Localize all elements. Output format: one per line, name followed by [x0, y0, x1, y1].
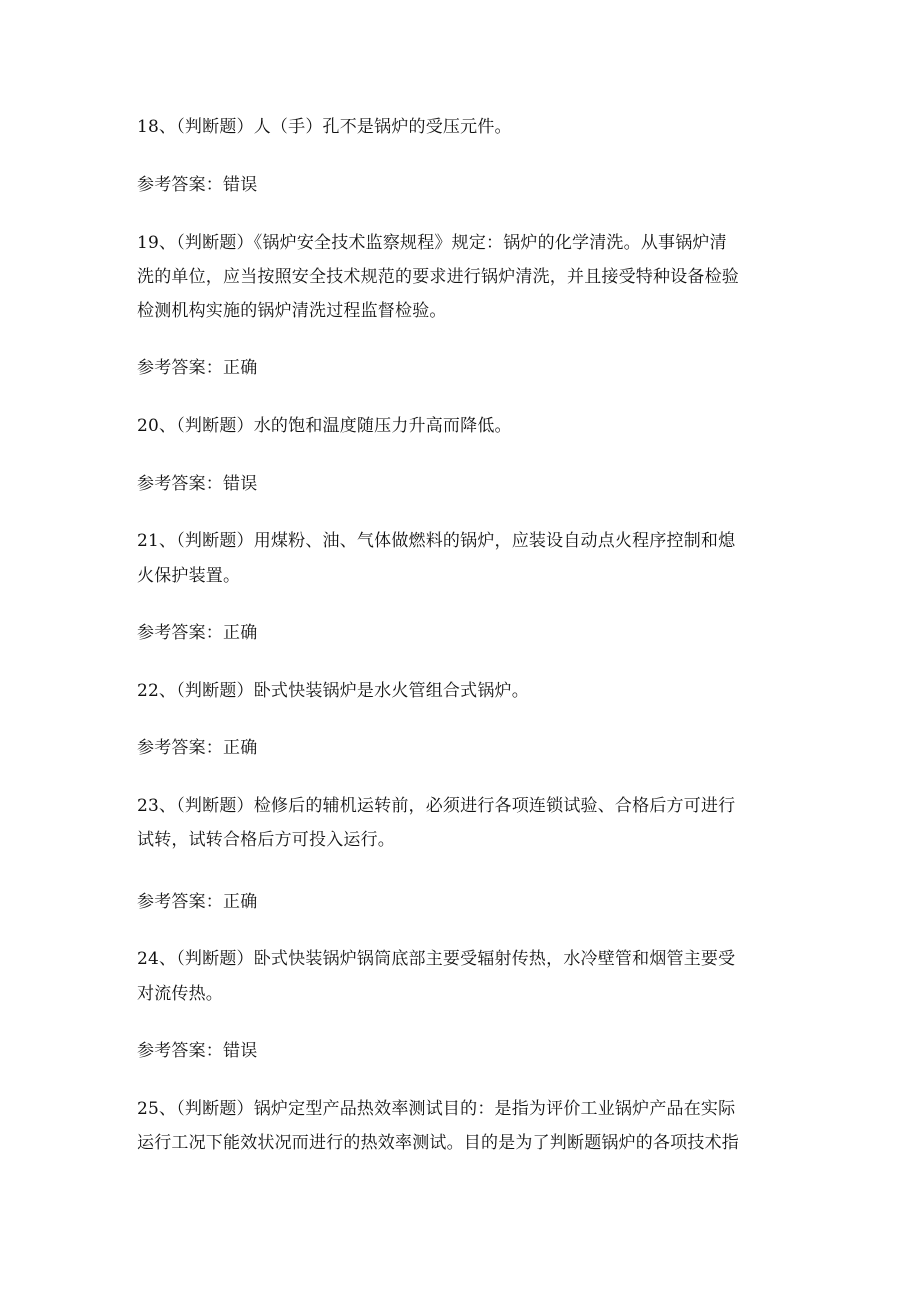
answer-20: 参考答案：错误 — [137, 474, 258, 494]
question-25-line-2: 运行工况下能效状况而进行的热效率测试。目的是为了判断题锅炉的各项技术指 — [137, 1133, 739, 1153]
question-21-line-2: 火保护装置。 — [137, 566, 241, 586]
answer-22: 参考答案：正确 — [137, 738, 258, 758]
question-21-line-1: 21、（判断题）用煤粉、油、气体做燃料的锅炉，应装设自动点火程序控制和熄 — [137, 531, 736, 551]
question-24-line-2: 对流传热。 — [137, 984, 223, 1004]
answer-21: 参考答案：正确 — [137, 623, 258, 643]
answer-24: 参考答案：错误 — [137, 1041, 258, 1061]
answer-19: 参考答案：正确 — [137, 358, 258, 378]
question-23-line-1: 23、（判断题）检修后的辅机运转前，必须进行各项连锁试验、合格后方可进行 — [137, 796, 736, 816]
question-19-line-1: 19、（判断题）《锅炉安全技术监察规程》规定：锅炉的化学清洗。从事锅炉清 — [137, 233, 727, 253]
question-22-line-1: 22、（判断题）卧式快装锅炉是水火管组合式锅炉。 — [137, 681, 529, 701]
answer-18: 参考答案：错误 — [137, 175, 258, 195]
question-25-line-1: 25、（判断题）锅炉定型产品热效率测试目的：是指为评价工业锅炉产品在实际 — [137, 1099, 736, 1119]
question-24-line-1: 24、（判断题）卧式快装锅炉锅筒底部主要受辐射传热，水冷壁管和烟管主要受 — [137, 949, 736, 969]
question-18-line-1: 18、（判断题）人（手）孔不是锅炉的受压元件。 — [137, 117, 512, 137]
question-20-line-1: 20、（判断题）水的饱和温度随压力升高而降低。 — [137, 416, 512, 436]
answer-23: 参考答案：正确 — [137, 892, 258, 912]
question-19-line-3: 检测机构实施的锅炉清洗过程监督检验。 — [137, 301, 447, 321]
question-23-line-2: 试转，试转合格后方可投入运行。 — [137, 830, 395, 850]
question-19-line-2: 洗的单位，应当按照安全技术规范的要求进行锅炉清洗，并且接受特种设备检验 — [137, 267, 739, 287]
